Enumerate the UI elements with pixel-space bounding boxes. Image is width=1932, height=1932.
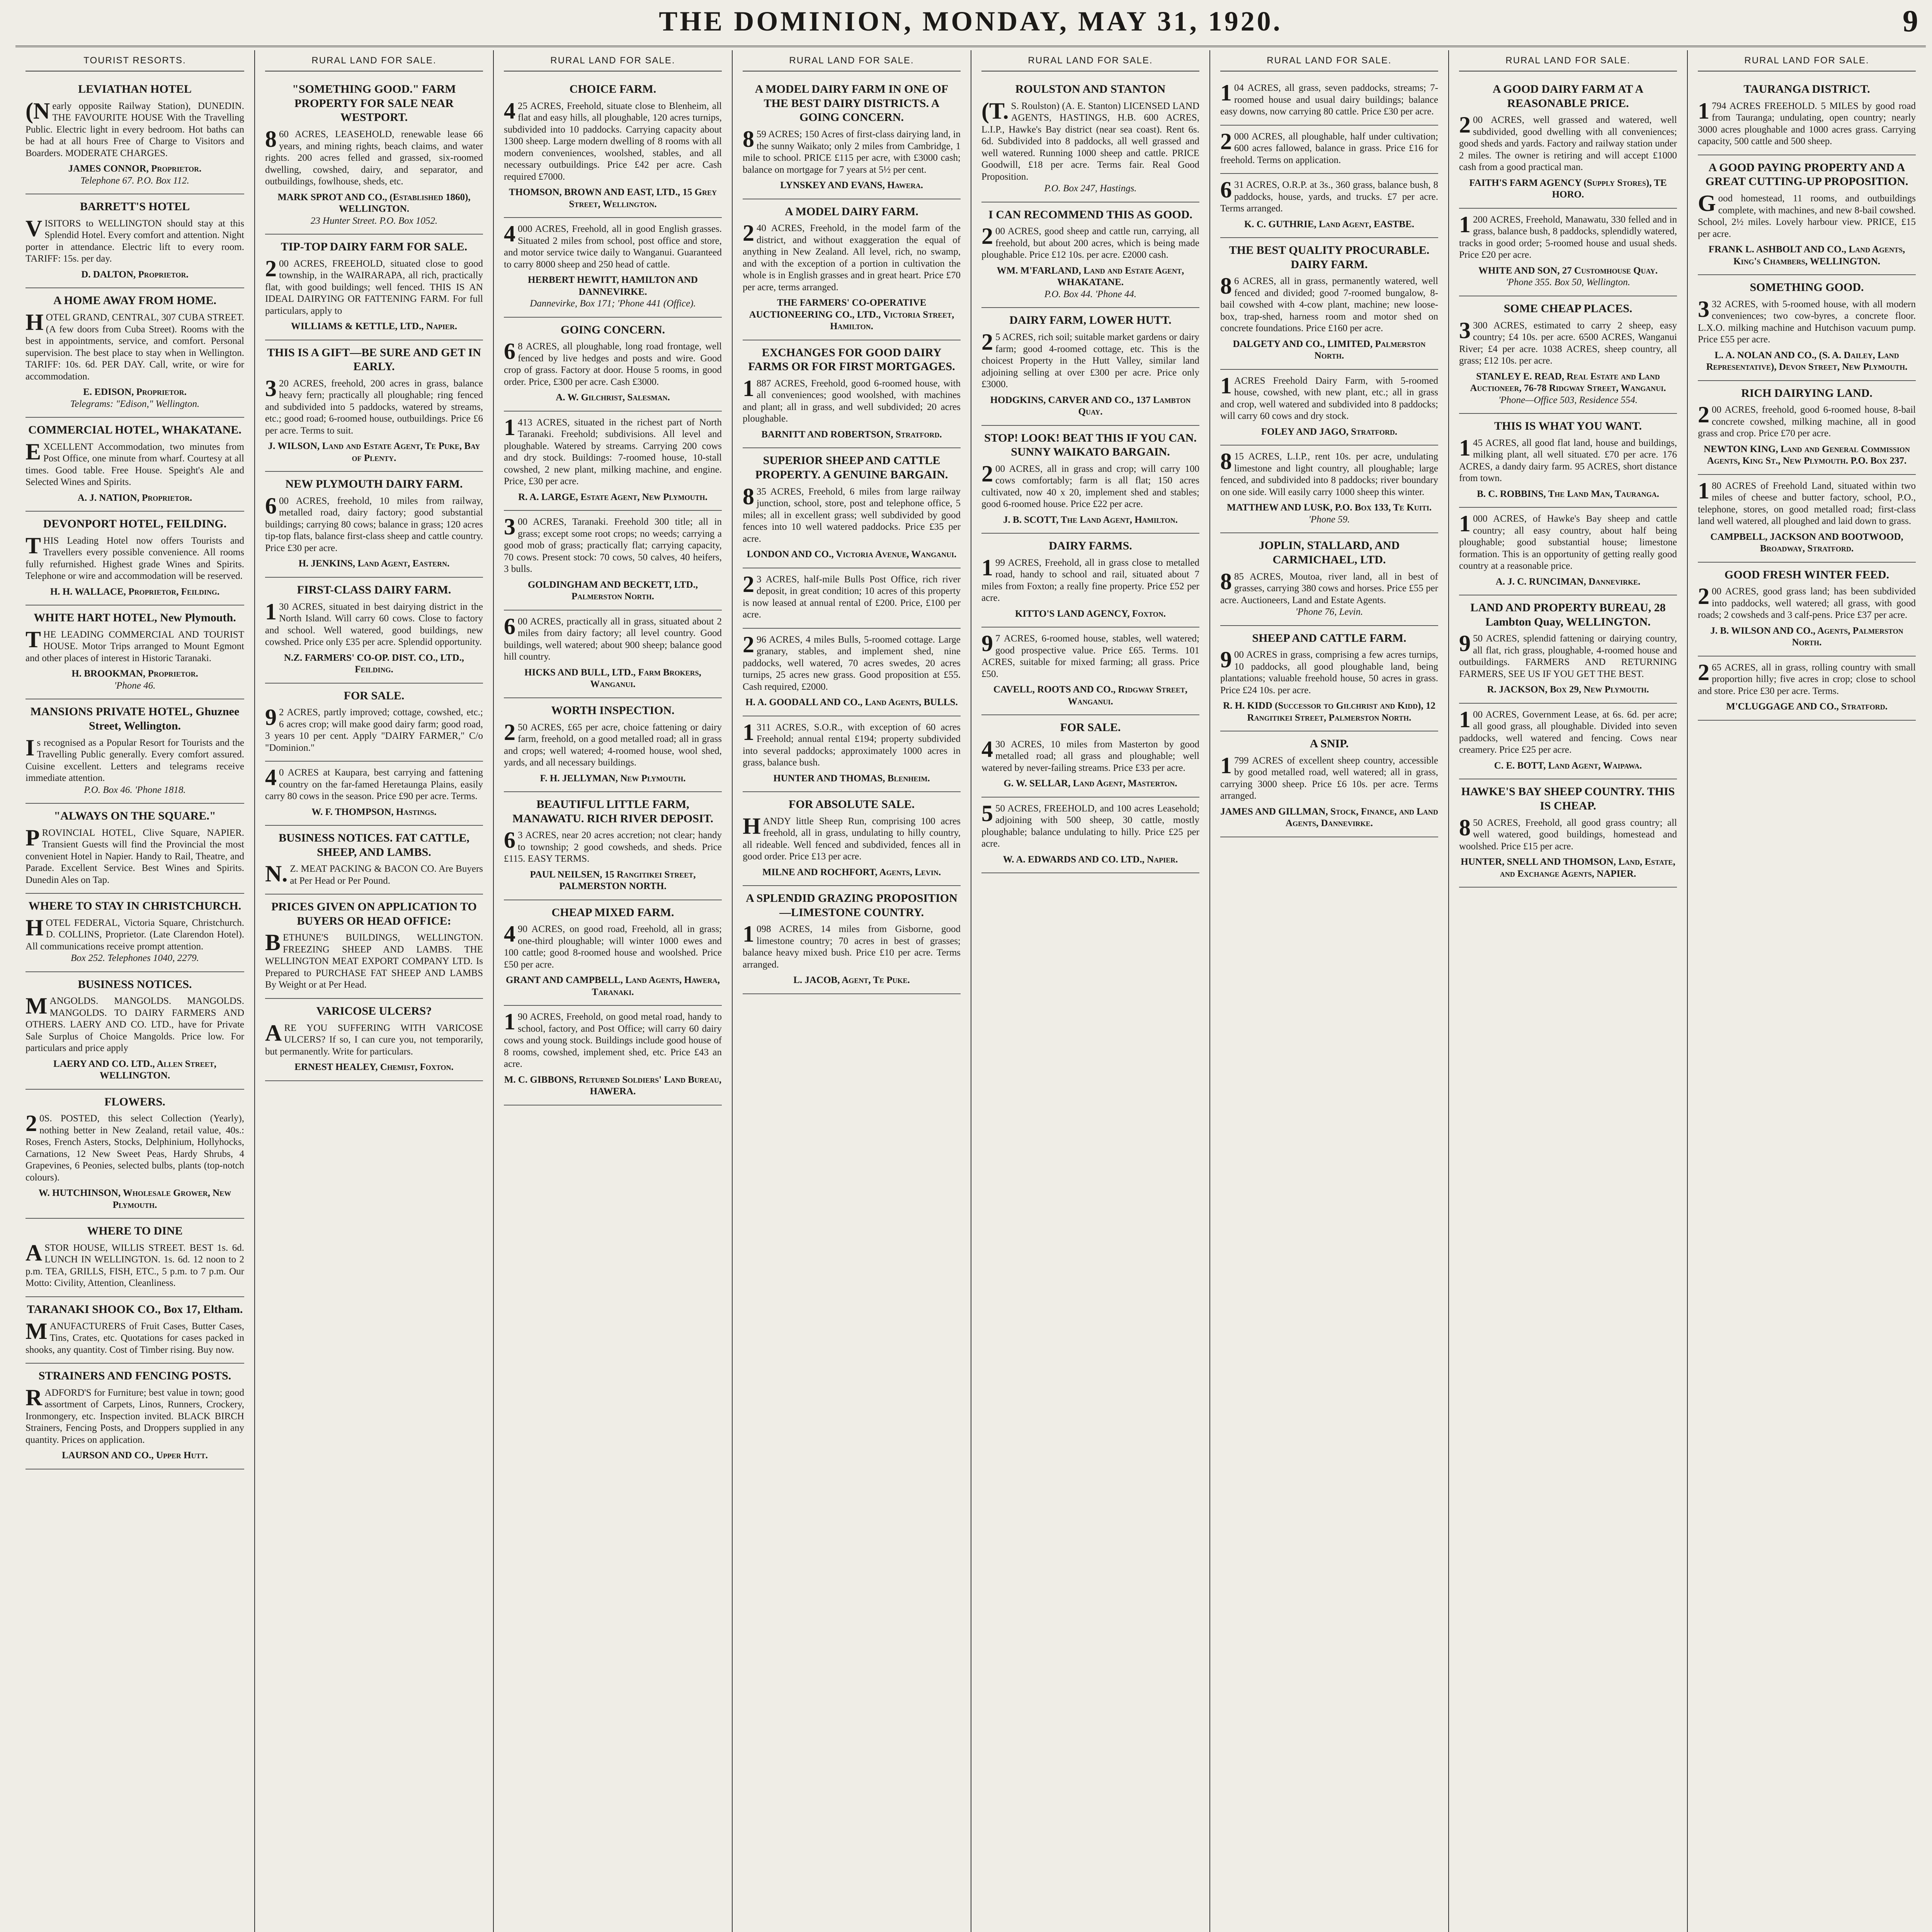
column-7 bbox=[1448, 50, 1687, 1932]
ad-title: A HOME AWAY FROM HOME. bbox=[53, 294, 216, 307]
advertisement bbox=[26, 804, 244, 894]
advertisement bbox=[1220, 446, 1438, 533]
ad-title: "SOMETHING GOOD." FARM PROPERTY FOR SALE NEAR WESTPORT. bbox=[292, 83, 456, 124]
ad-title: EXCHANGES FOR GOOD DAIRY FARMS OR FOR FIRST MORTGAGES. bbox=[748, 346, 955, 373]
advertisement bbox=[743, 77, 961, 199]
ad-body: 145 ACRES, all good flat land, house and buildings, milking plant, all well situated. £70 per acre. 176 ACRES, a dandy dairy farm. 95 ACRES, short distance from town. bbox=[1459, 435, 1677, 484]
ad-title: BEAUTIFUL LITTLE FARM, MANAWATU. RICH RIVER DEPOSIT. bbox=[512, 798, 713, 825]
ad-signature: FAITH'S FARM AGENCY (Supply Stores), TE HORO. bbox=[1469, 177, 1667, 200]
ad-body: 240 ACRES, Freehold, in the model farm of the district, and without exaggeration the equal of anything in New Zealand. All level, rich, no swamp, and with the exception of a portion in cultivation the whole is in English grasses and in great heart. Price £70 per acre, terms arranged. bbox=[743, 220, 961, 293]
ad-title: BUSINESS NOTICES. FAT CATTLE, SHEEP, AND LAMBS. bbox=[279, 832, 469, 859]
ad-title: A SPLENDID GRAZING PROPOSITION —LIMESTONE COUNTRY. bbox=[746, 892, 957, 919]
ad-title: CHEAP MIXED FARM. bbox=[551, 906, 674, 919]
advertisement bbox=[26, 288, 244, 418]
ad-signature: C. E. BOTT, Land Agent, Waipawa. bbox=[1494, 760, 1642, 771]
ad-body: HOTEL GRAND, CENTRAL, 307 CUBA STREET. (A few doors from Cuba Street). Rooms with the best in appointments, service, and comfort. Personal supervision. The best place to stay when in Wellington. TARIFF: 10s. 6d. PER DAY. Call, write, or wire for accommodation. bbox=[26, 310, 244, 382]
ad-subline: Dannevirke, Box 171; 'Phone 441 (Office). bbox=[530, 298, 696, 309]
ad-body: THIS Leading Hotel now offers Tourists and Travellers every possible convenience. All rooms fully refurnished. Highest grade Wines and Spirits. Telephone or wire and accommodation will be reserved. bbox=[26, 532, 244, 582]
advertisement bbox=[504, 318, 722, 412]
ad-body: VISITORS to WELLINGTON should stay at this Splendid Hotel. Every comfort and attention. Night porter in attendance. Electric lift to every room. TARIFF: 15s. per day. bbox=[26, 215, 244, 264]
ad-body: MANUFACTURERS of Fruit Cases, Butter Cases, Tins, Crates, etc. Quotations for cases packed in shooks, any quantity. Cost of Timber rising. Buy now. bbox=[26, 1318, 244, 1355]
advertisement bbox=[743, 340, 961, 449]
ad-signature: N.Z. FARMERS' CO-OP. DIST. CO., LTD., Feilding. bbox=[284, 652, 464, 675]
ad-body: 200 ACRES, FREEHOLD, situated close to good township, in the WAIRARAPA, all rich, practically flat, with good buildings; well fenced. THIS IS AN IDEAL DAIRYING OR FATTENING FARM. For full particulars, apply to bbox=[265, 255, 483, 316]
column-heading: RURAL LAND FOR SALE. bbox=[504, 50, 722, 71]
ad-subline: P.O. Box 46. 'Phone 1818. bbox=[84, 784, 186, 795]
advertisement bbox=[1459, 209, 1677, 296]
ad-subline: 'Phone 46. bbox=[114, 680, 156, 691]
column-3 bbox=[493, 50, 732, 1932]
ad-body: RADFORD'S for Furniture; best value in town; good assortment of Carpets, Linos, Runners, Crockery, Ironmongery, etc. Inspection invited. BLACK BIRCH Strainers, Fencing Posts, and Droppers supplied in any quantity. Prices on application. bbox=[26, 1384, 244, 1445]
ad-signature: MARK SPROT AND CO., (Established 1860), WELLINGTON. bbox=[277, 192, 471, 214]
ad-body: 190 ACRES, Freehold, on good metal road, handy to school, factory, and Post Office; will carry 60 dairy cows and young stock. Buildings include good house of 8 rooms, cowshed, implement shed, etc. Price £43 an acre. bbox=[504, 1009, 722, 1070]
ad-body: 1200 ACRES, Freehold, Manawatu, 330 felled and in grass, balance bush, 8 paddocks, splendidly watered, tracks in good order; 5-roomed house and usual sheds. Price £20 per acre. bbox=[1459, 211, 1677, 260]
advertisement bbox=[1220, 370, 1438, 446]
ad-title: FOR SALE. bbox=[344, 689, 405, 702]
ad-signature: BARNITT AND ROBERTSON, Stratford. bbox=[761, 429, 942, 440]
ad-signature: NEWTON KING, Land and General Commission Agents, King St., New Plymouth. P.O. Box 237. bbox=[1704, 444, 1910, 466]
ad-title: DAIRY FARMS. bbox=[1049, 539, 1132, 553]
ad-subline: P.O. Box 247, Hastings. bbox=[1044, 183, 1137, 194]
ad-body: N.Z. MEAT PACKING & BACON CO. Are Buyers at Per Head or Per Pound. bbox=[265, 861, 483, 887]
ad-body: 332 ACRES, with 5-roomed house, with all modern conveniences; two cow-byres, a concrete floor. L.X.O. milking machine and Hutchison vacuum pump. Price £55 per acre. bbox=[1698, 296, 1916, 345]
ad-signature: R. JACKSON, Box 29, New Plymouth. bbox=[1487, 684, 1649, 695]
ad-signature: PAUL NEILSEN, 15 Rangitikei Street, PALMERSTON NORTH. bbox=[530, 869, 696, 892]
columns bbox=[15, 50, 1926, 1932]
advertisement bbox=[981, 426, 1199, 534]
ad-title: A GOOD PAYING PROPERTY AND A GREAT CUTTING-UP PROPOSITION. bbox=[1705, 161, 1908, 188]
advertisement bbox=[1459, 508, 1677, 595]
ad-title: SHEEP AND CATTLE FARM. bbox=[1252, 631, 1406, 645]
ad-title: FIRST-CLASS DAIRY FARM. bbox=[297, 583, 451, 596]
ad-title: COMMERCIAL HOTEL, WHAKATANE. bbox=[28, 423, 242, 437]
ad-signature: THE FARMERS' CO-OPERATIVE AUCTIONEERING CO., LTD., Victoria Street, Hamilton. bbox=[749, 298, 954, 332]
ad-body: 23 ACRES, half-mile Bulls Post Office, rich river deposit, in great condition; 10 acres of this property is now leased at annual rental of £200. Price, £100 per acre. bbox=[743, 571, 961, 620]
ad-signature: R. H. KIDD (Successor to Gilchrist and Kidd), 12 Rangitikei Street, Palmerston North. bbox=[1223, 701, 1435, 723]
ad-signature: W. A. EDWARDS AND CO. LTD., Napier. bbox=[1003, 854, 1178, 865]
ad-title: MANSIONS PRIVATE HOTEL, Ghuznee Street, Wellington. bbox=[30, 705, 240, 732]
ad-body: 97 ACRES, 6-roomed house, stables, well watered; good prospective value. Price £65. Terms. 101 ACRES, suitable for mixed farming; all grass. Price £50. bbox=[981, 631, 1199, 679]
ad-body: 63 ACRES, near 20 acres accretion; not clear; handy to township; 2 good cowsheds, and sheds. Price £115. EASY TERMS. bbox=[504, 827, 722, 864]
column-heading: TOURIST RESORTS. bbox=[26, 50, 244, 71]
ad-title: WHITE HART HOTEL, New Plymouth. bbox=[34, 611, 236, 624]
ad-title: A MODEL DAIRY FARM IN ONE OF THE BEST DAIRY DISTRICTS. A GOING CONCERN. bbox=[755, 83, 949, 124]
ad-signature: FRANK L. ASHBOLT AND CO., Land Agents, King's Chambers, WELLINGTON. bbox=[1708, 244, 1905, 267]
ad-body: 200 ACRES, all in grass and crop; will carry 100 cows comfortably; farm is all flat; 150 acres cultivated, now 40 x 20, implement shed and stables; good 6-roomed house. Price £22 per acre. bbox=[981, 461, 1199, 510]
column-heading: RURAL LAND FOR SALE. bbox=[743, 50, 961, 71]
ad-title: TAURANGA DISTRICT. bbox=[1743, 83, 1870, 96]
ad-subline: 'Phone 59. bbox=[1308, 514, 1350, 525]
ad-signature: GRANT AND CAMPBELL, Land Agents, Hawera, Taranaki. bbox=[505, 975, 720, 997]
column-heading: RURAL LAND FOR SALE. bbox=[1698, 50, 1916, 71]
ad-signature: CAVELL, ROOTS AND CO., Ridgway Street, Wanganui. bbox=[993, 684, 1188, 707]
column-heading: RURAL LAND FOR SALE. bbox=[1459, 50, 1677, 71]
advertisement bbox=[265, 826, 483, 895]
ad-title: TARANAKI SHOOK CO., Box 17, Eltham. bbox=[27, 1303, 243, 1316]
ad-signature: J. WILSON, Land and Estate Agent, Te Puke, Bay of Plenty. bbox=[268, 441, 480, 463]
advertisement bbox=[26, 1297, 244, 1364]
ad-body: Good homestead, 11 rooms, and outbuildings complete, with machines, and new 8-bail cowshed. School, 2½ miles. Lovely harbour view. PRICE, £15 per acre. bbox=[1698, 190, 1916, 239]
ad-subline: Telegrams: "Edison," Wellington. bbox=[70, 398, 200, 409]
ad-body: BETHUNE'S BUILDINGS, WELLINGTON. FREEZING SHEEP AND LAMBS. THE WELLINGTON MEAT EXPORT COMPANY LTD. Is Prepared to PURCHASE FAT SHEEP AND LAMBS By Weight or at Per Head. bbox=[265, 930, 483, 990]
ad-body: 1413 ACRES, situated in the richest part of North Taranaki. Freehold; subdivisions. All level and ploughable. Watered by streams. Carrying 200 cows and dry stock. Buildings: 7-roomed house, 10-stall cowshed, 2 new plant, milking machine, and engine. Price, £30 per acre. bbox=[504, 414, 722, 487]
ad-title: GOING CONCERN. bbox=[560, 323, 665, 336]
ad-title: THE BEST QUALITY PROCURABLE. DAIRY FARM. bbox=[1229, 244, 1430, 271]
advertisement bbox=[1698, 77, 1916, 155]
ad-title: RICH DAIRYING LAND. bbox=[1741, 386, 1872, 400]
ad-body: 1311 ACRES, S.O.R., with exception of 60 acres Freehold; annual rental £194; property subdivided into several paddocks; approximately 1000 acres in grass, balance bush. bbox=[743, 719, 961, 768]
ad-signature: DALGETY AND CO., LIMITED, Palmerston North. bbox=[1233, 338, 1426, 361]
ad-signature: HICKS AND BULL, LTD., Farm Brokers, Wanganui. bbox=[524, 667, 701, 690]
ad-title: THIS IS A GIFT—BE SURE AND GET IN EARLY. bbox=[267, 346, 481, 373]
ad-body: 600 ACRES, freehold, 10 miles from railway, metalled road, dairy factory; good substantial buildings; carrying 80 cows; balance in grass; 120 acres tip-top flats, balance first-class sheep and cattle country. Price £30 per acre. bbox=[265, 493, 483, 553]
ad-title: STOP! LOOK! BEAT THIS IF YOU CAN. SUNNY WAIKATO BARGAIN. bbox=[984, 431, 1197, 459]
ad-body: 1098 ACRES, 14 miles from Gisborne, good limestone country; 70 acres in best of grasses; balance heavy mixed bush. Price £10 per acre. Terms arranged. bbox=[743, 921, 961, 970]
ad-signature: STANLEY E. READ, Real Estate and Land Auctioneer, 76-78 Ridgway Street, Wanganui. bbox=[1470, 371, 1666, 394]
ad-title: VARICOSE ULCERS? bbox=[316, 1004, 432, 1017]
advertisement bbox=[743, 199, 961, 340]
ad-signature: M. C. GIBBONS, Returned Soldiers' Land Bureau, HAWERA. bbox=[504, 1074, 722, 1097]
column-1 bbox=[15, 50, 254, 1932]
masthead bbox=[15, 0, 1926, 43]
ad-body: 1000 ACRES, of Hawke's Bay sheep and cattle country; all easy country, about half being ploughable; good substantial house; limestone formation. This is an opportunity of getting really good country at a reasonable price. bbox=[1459, 511, 1677, 571]
ad-body: 1ACRES Freehold Dairy Farm, with 5-roomed house, cowshed, with new plant, etc.; all in grass and crop, well watered and subdivided into 8 paddocks; will carry 60 cows and dry stock. bbox=[1220, 372, 1438, 422]
column-heading: RURAL LAND FOR SALE. bbox=[1220, 50, 1438, 71]
ad-body: 859 ACRES; 150 Acres of first-class dairying land, in the sunny Waikato; only 2 miles from Cambridge, 1 mile to school. PRICE £115 per acre, with £3000 cash; balance on mortgage for 7 years at 5½ per cent. bbox=[743, 126, 961, 175]
ad-title: SOMETHING GOOD. bbox=[1750, 281, 1864, 294]
ad-signature: H. A. GOODALL AND CO., Land Agents, BULLS. bbox=[745, 697, 958, 708]
ad-body: MANGOLDS. MANGOLDS. MANGOLDS. MANGOLDS. TO DAIRY FARMERS AND OTHERS. LAERY AND CO. LTD., have for Private Sale Surplus of Choice Mangolds. Price low. For particulars and price apply bbox=[26, 993, 244, 1054]
advertisement bbox=[981, 534, 1199, 628]
advertisement bbox=[1459, 595, 1677, 704]
ad-title: SUPERIOR SHEEP AND CATTLE PROPERTY. A GENUINE BARGAIN. bbox=[755, 454, 948, 481]
ad-title: WHERE TO STAY IN CHRISTCHURCH. bbox=[28, 900, 242, 913]
advertisement bbox=[743, 629, 961, 716]
page-number: 9 bbox=[1903, 4, 1918, 38]
ad-signature: B. C. ROBBINS, The Land Man, Tauranga. bbox=[1477, 488, 1659, 499]
advertisement bbox=[26, 418, 244, 512]
advertisement bbox=[265, 235, 483, 340]
ad-signature: D. DALTON, Proprietor. bbox=[81, 269, 189, 280]
ad-body: 130 ACRES, situated in best dairying district in the North Island. Will carry 60 cows. Close to factory and school. Well watered, good buildings, new cowshed. Price only £35 per acre. Splendid opportunity. bbox=[265, 599, 483, 648]
advertisement bbox=[1459, 296, 1677, 414]
ad-title: PRICES GIVEN ON APPLICATION TO BUYERS OR HEAD OFFICE: bbox=[271, 900, 477, 927]
advertisement bbox=[1220, 731, 1438, 837]
advertisement bbox=[1698, 275, 1916, 381]
column-2 bbox=[254, 50, 493, 1932]
advertisement bbox=[26, 972, 244, 1090]
advertisement bbox=[981, 715, 1199, 798]
ad-signature: CAMPBELL, JACKSON AND BOOTWOOD, Broadway, Stratford. bbox=[1710, 531, 1903, 554]
advertisement bbox=[265, 762, 483, 826]
ad-body: Is recognised as a Popular Resort for Tourists and the Travelling Public generally. Every comfort assured. Cuisine excellent. Letters and telegrams receive immediate attention. bbox=[26, 735, 244, 784]
ad-body: 2000 ACRES, all ploughable, half under cultivation; 600 acres fallowed, balance in grass. Price £16 for freehold. Terms on application. bbox=[1220, 128, 1438, 165]
advertisement bbox=[265, 77, 483, 235]
ad-body: (T.S. Roulston) (A. E. Stanton) LICENSED LAND AGENTS, HASTINGS, H.B. 600 ACRES, L.I.P., Hawke's Bay district (near sea coast). Rent 6s. 6d. Subdivided into 8 paddocks, all well grassed and well watered. Running 1000 sheep and cattle. PRICE Goodwill, £18 per acre. Terms fair. Real Good Proposition. bbox=[981, 98, 1199, 182]
ad-signature: LAERY AND CO. LTD., Allen Street, WELLINGTON. bbox=[53, 1058, 216, 1081]
advertisement bbox=[26, 512, 244, 605]
ad-signature: K. C. GUTHRIE, Land Agent, EASTBE. bbox=[1244, 219, 1415, 230]
ad-signature: F. H. JELLYMAN, New Plymouth. bbox=[540, 773, 686, 784]
advertisement bbox=[504, 412, 722, 511]
ad-signature: WILLIAMS & KETTLE, LTD., Napier. bbox=[291, 321, 457, 332]
ad-body: PROVINCIAL HOTEL, Clive Square, NAPIER. Transient Guests will find the Provincial the most convenient Hotel in Napier. Handy to Rail, Theatre, and Parade. Excellent Service. Best Wines and Spirits. Dunedin Ales on Tap. bbox=[26, 825, 244, 885]
ad-body: 3300 ACRES, estimated to carry 2 sheep, easy country; £4 10s. per acre. 6500 ACRES, Wanganui River; £4 per acre. 1038 ACRES, sheep country, all grass; £12 10s. per acre. bbox=[1459, 317, 1677, 366]
advertisement bbox=[265, 684, 483, 762]
advertisement bbox=[504, 511, 722, 611]
ad-signature: GOLDINGHAM AND BECKETT, LTD., Palmerston North. bbox=[527, 579, 698, 602]
ad-body: 199 ACRES, Freehold, all in grass close to metalled road, handy to school and rail, situated about 7 miles from Foxton; a really fine property. Price £52 per acre. bbox=[981, 554, 1199, 604]
ad-signature: W. HUTCHINSON, Wholesale Grower, New Plymouth. bbox=[38, 1188, 231, 1210]
ad-body: 1887 ACRES, Freehold, good 6-roomed house, with all conveniences; good woolshed, with machines and plant; all in grass, and well subdivided; 20 acres ploughable. bbox=[743, 375, 961, 424]
ad-title: WHERE TO DINE bbox=[87, 1225, 183, 1238]
ad-signature: HERBERT HEWITT, HAMILTON AND DANNEVIRKE. bbox=[528, 275, 698, 297]
ad-body: HOTEL FEDERAL, Victoria Square, Christchurch. D. COLLINS, Proprietor. (Late Clarendon Hotel). All communications receive prompt attention. bbox=[26, 915, 244, 952]
ad-body: 850 ACRES, Freehold, all good grass country; all well watered, good buildings, homestead and woolshed. Price £15 per acre. bbox=[1459, 815, 1677, 852]
advertisement bbox=[1220, 533, 1438, 626]
advertisement bbox=[1220, 174, 1438, 238]
advertisement bbox=[26, 894, 244, 972]
ad-signature: LONDON AND CO., Victoria Avenue, Wanganui. bbox=[747, 549, 957, 560]
ad-subline: 'Phone 76, Levin. bbox=[1295, 607, 1363, 617]
advertisement bbox=[743, 886, 961, 994]
column-5 bbox=[971, 50, 1209, 1932]
advertisement bbox=[265, 999, 483, 1081]
advertisement bbox=[265, 472, 483, 578]
advertisement bbox=[1459, 704, 1677, 780]
ad-subline: 'Phone—Office 503, Residence 554. bbox=[1498, 395, 1638, 405]
ad-signature: WHITE AND SON, 27 Customhouse Quay. bbox=[1478, 265, 1658, 276]
ad-title: GOOD FRESH WINTER FEED. bbox=[1724, 568, 1889, 581]
ad-title: I CAN RECOMMEND THIS AS GOOD. bbox=[988, 208, 1192, 221]
ad-body: 180 ACRES of Freehold Land, situated within two miles of cheese and butter factory, school, P.O., telephone, stores, on good metalled road; first-class land well watered, all ploughed and laid down to grass. bbox=[1698, 478, 1916, 527]
ad-title: THIS IS WHAT YOU WANT. bbox=[1494, 420, 1642, 433]
ad-body: EXCELLENT Accommodation, two minutes from Post Office, one minute from wharf. Courtesy at all times. Good table. Free House. Speight's Ale and Selected Wines and Spirits. bbox=[26, 439, 244, 488]
advertisement bbox=[1459, 77, 1677, 209]
ad-title: TIP-TOP DAIRY FARM FOR SALE. bbox=[281, 240, 468, 253]
ad-body: 296 ACRES, 4 miles Bulls, 5-roomed cottage. Large granary, stables, and implement shed, nine paddocks, well watered, 70 acres swedes, 20 acres turnips, 25 acres new grass. Good proposition at £55. Cash required, £2000. bbox=[743, 631, 961, 692]
ad-body: 100 ACRES, Government Lease, at 6s. 6d. per acre; all good grass, all ploughable. Divided into seven paddocks, well watered and fencing. Cows near creamery. Price £25 per acre. bbox=[1459, 706, 1677, 755]
ad-title: ROULSTON AND STANTON bbox=[1015, 83, 1166, 96]
ad-signature: L. JACOB, Agent, Te Puke. bbox=[793, 975, 910, 986]
ad-body: 104 ACRES, all grass, seven paddocks, streams; 7-roomed house and usual dairy buildings; balance easy downs, now carrying 80 cattle. Price £30 per acre. bbox=[1220, 80, 1438, 117]
advertisement bbox=[743, 448, 961, 568]
advertisement bbox=[1220, 626, 1438, 732]
column-8 bbox=[1687, 50, 1926, 1932]
advertisement bbox=[1220, 77, 1438, 126]
ad-title: FOR SALE. bbox=[1060, 721, 1121, 734]
advertisement bbox=[981, 798, 1199, 874]
ad-body: 86 ACRES, all in grass, permanently watered, well fenced and divided; good 7-roomed bungalow, 8-bail cowshed with 4-cow plant, machine; new loose-box, trap-shed, harness room and motor shed on concrete foundations. Price £160 per acre. bbox=[1220, 273, 1438, 334]
ad-signature: H. BROOKMAN, Proprietor. bbox=[71, 668, 198, 679]
advertisement bbox=[504, 1006, 722, 1105]
ad-subline: P.O. Box 44. 'Phone 44. bbox=[1044, 289, 1137, 299]
ad-title: A MODEL DAIRY FARM. bbox=[785, 205, 918, 218]
ad-signature: MILNE AND ROCHFORT, Agents, Levin. bbox=[762, 867, 941, 878]
advertisement bbox=[981, 308, 1199, 425]
advertisement bbox=[1698, 656, 1916, 721]
ad-body: 631 ACRES, O.R.P. at 3s., 360 grass, balance bush, 8 paddocks, house, yards, and trucks. £7 per acre. Terms arranged. bbox=[1220, 177, 1438, 214]
ad-body: ASTOR HOUSE, WILLIS STREET. BEST 1s. 6d. LUNCH IN WELLINGTON. 1s. 6d. 12 noon to 2 p.m. TEA, GRILLS, FISH, ETC., 5 p.m. to 7 p.m. Our Motto: Civility, Attention, Cleanliness. bbox=[26, 1240, 244, 1289]
ad-signature: THOMSON, BROWN AND EAST, LTD., 15 Grey Street, Wellington. bbox=[509, 187, 717, 209]
advertisement bbox=[1698, 155, 1916, 275]
ad-signature: M'CLUGGAGE AND CO., Stratford. bbox=[1726, 701, 1888, 712]
advertisement bbox=[981, 202, 1199, 308]
ad-signature: MATTHEW AND LUSK, P.O. Box 133, Te Kuiti. bbox=[1227, 502, 1432, 513]
ad-body: 200 ACRES, good sheep and cattle run, carrying, all freehold, but about 200 acres, which is being made ploughable. Price £12 10s. per acre. £2000 cash. bbox=[981, 223, 1199, 260]
ad-body: 68 ACRES, all ploughable, long road frontage, well fenced by live hedges and posts and wire. Good crop of grass. Factory at door. House 5 rooms, in good order. Price, £300 per acre. Cash £3000. bbox=[504, 338, 722, 387]
advertisement bbox=[1220, 126, 1438, 174]
ad-body: 40 ACRES at Kaupara, best carrying and fattening country on the far-famed Heretaunga Plains, easily carry 80 cows in the season. Price £90 per acre. Terms. bbox=[265, 765, 483, 802]
ad-body: 265 ACRES, all in grass, rolling country with small proportion hilly; five acres in crop; close to school and store. Price £30 per acre. Terms. bbox=[1698, 659, 1916, 696]
ad-body: 600 ACRES, practically all in grass, situated about 2 miles from dairy factory; all level country. Good buildings, well watered; about 900 sheep; balance good hill country. bbox=[504, 613, 722, 662]
advertisement bbox=[504, 698, 722, 792]
ad-body: 425 ACRES, Freehold, situate close to Blenheim, all flat and easy hills, all ploughable, 120 acres turnips, subdivided into 10 paddocks. Carrying capacity about 1300 sheep. Large modern dwelling of 8 rooms with all modern conveniences, woolshed, stables, and all necessary outbuildings. Price £42 per acre. Cash required £7000. bbox=[504, 98, 722, 182]
advertisement bbox=[981, 628, 1199, 715]
ad-body: 4000 ACRES, Freehold, all in good English grasses. Situated 2 miles from school, post office and store, and motor service twice daily to Wanganui. Guaranteed to carry 8000 sheep and 250 head of cattle. bbox=[504, 221, 722, 270]
ad-signature: WM. M'FARLAND, Land and Estate Agent, WHAKATANE. bbox=[997, 265, 1184, 288]
ad-title: BUSINESS NOTICES. bbox=[78, 978, 192, 991]
ad-title: FLOWERS. bbox=[104, 1095, 165, 1108]
ad-signature: A. W. Gilchrist, Salesman. bbox=[556, 392, 670, 403]
ad-body: 835 ACRES, Freehold, 6 miles from large railway junction, school, store, post and telephone office, 5 miles; all in excellent grass; well subdivided by good fences into 10 well watered paddocks. Price £35 per acre. bbox=[743, 483, 961, 544]
ad-body: 815 ACRES, L.I.P., rent 10s. per acre, undulating limestone and light country, all ploughable; large fenced, and subdivided into 8 paddocks; river boundary on one side. Will easily carry 1000 sheep this winter. bbox=[1220, 449, 1438, 497]
ad-body: 200 ACRES, freehold, good 6-roomed house, 8-bail concrete cowshed, milking machine, all in good grass and crop. Price £70 per acre. bbox=[1698, 402, 1916, 439]
ad-title: BARRETT'S HOTEL bbox=[80, 200, 190, 213]
ad-title: FOR ABSOLUTE SALE. bbox=[789, 798, 915, 811]
ad-signature: JAMES CONNOR, Proprietor. bbox=[68, 163, 202, 174]
page-title: THE DOMINION, MONDAY, MAY 31, 1920. bbox=[659, 5, 1282, 37]
advertisement bbox=[1698, 381, 1916, 475]
ad-body: (Nearly opposite Railway Station), DUNEDIN. THE FAVOURITE HOUSE With the Travelling Public. Electric light in every bedroom. Hot baths can be had at all hours Free of Charge to Visitors and Boarders. MODERATE CHARGES. bbox=[26, 98, 244, 158]
ad-signature: JAMES AND GILLMAN, Stock, Finance, and Land Agents, Dannevirke. bbox=[1220, 806, 1438, 829]
ad-signature: L. A. NOLAN AND CO., (S. A. Dailey, Land Representative), Devon Street, New Plymouth. bbox=[1706, 350, 1908, 372]
ad-signature: HUNTER AND THOMAS, Blenheim. bbox=[773, 773, 930, 784]
ad-body: 950 ACRES, splendid fattening or dairying country, all flat, rich grass, ploughable, 4-roomed house and outbuildings. FARMERS AND RETURNING FARMERS, SEE US IF YOU GET THE BEST. bbox=[1459, 631, 1677, 679]
advertisement bbox=[981, 77, 1199, 202]
advertisement bbox=[1698, 563, 1916, 656]
ad-signature: A. J. C. RUNCIMAN, Dannevirke. bbox=[1495, 576, 1641, 587]
ad-subline: Telephone 67. P.O. Box 112. bbox=[80, 175, 189, 186]
ad-title: "ALWAYS ON THE SQUARE." bbox=[54, 810, 216, 823]
ad-body: ARE YOU SUFFERING WITH VARICOSE ULCERS? If so, I can cure you, not temporarily, but permanently. Write for particulars. bbox=[265, 1020, 483, 1057]
column-4 bbox=[732, 50, 971, 1932]
advertisement bbox=[26, 1364, 244, 1469]
ad-signature: W. F. THOMPSON, Hastings. bbox=[311, 806, 437, 817]
advertisement bbox=[1698, 475, 1916, 563]
advertisement bbox=[265, 895, 483, 999]
ad-signature: KITTO'S LAND AGENCY, Foxton. bbox=[1015, 608, 1166, 619]
ad-body: 25 ACRES, rich soil; suitable market gardens or dairy farm; good 4-roomed cottage, etc. This is the choicest Property in the Hutt Valley, similar land adjoining selling at over £300 per acre. Price only £3000. bbox=[981, 329, 1199, 390]
advertisement bbox=[26, 605, 244, 699]
ad-title: A GOOD DAIRY FARM AT A REASONABLE PRICE. bbox=[1492, 83, 1644, 110]
ad-title: SOME CHEAP PLACES. bbox=[1503, 302, 1633, 315]
ad-subline: Box 252. Telephones 1040, 2279. bbox=[71, 953, 199, 964]
column-heading: RURAL LAND FOR SALE. bbox=[265, 50, 483, 71]
advertisement bbox=[26, 1090, 244, 1219]
advertisement bbox=[504, 792, 722, 900]
column-heading: RURAL LAND FOR SALE. bbox=[981, 50, 1199, 71]
advertisement bbox=[504, 611, 722, 698]
ad-title: HAWKE'S BAY SHEEP COUNTRY. THIS IS CHEAP. bbox=[1461, 785, 1675, 812]
ad-signature: ERNEST HEALEY, Chemist, Foxton. bbox=[294, 1062, 454, 1073]
advertisement bbox=[743, 716, 961, 793]
ad-body: 20S. POSTED, this select Collection (Yearly), nothing better in New Zealand, retail value, 40s.: Roses, French Asters, Stocks, Delphinium, Hollyhocks, Carnations, 12 New Sweet Peas, Hardy Shrubs, 4 Grapevines, 6 Peonies, selected bulbs, plants (top-notch colours). bbox=[26, 1111, 244, 1183]
ad-body: 92 ACRES, partly improved; cottage, cowshed, etc.; 6 acres crop; will make good dairy farm; good road, 3 years 10 per cent. Apply "DAIRY FARMER," C/o "Dominion." bbox=[265, 704, 483, 753]
ad-signature: FOLEY AND JAGO, Stratford. bbox=[1261, 426, 1398, 437]
ad-body: THE LEADING COMMERCIAL AND TOURIST HOUSE. Motor Trips arranged to Mount Egmont and other places of interest in Historic Taranaki. bbox=[26, 626, 244, 663]
ad-title: JOPLIN, STALLARD, AND CARMICHAEL, LTD. bbox=[1259, 539, 1400, 566]
advertisement bbox=[743, 568, 961, 629]
ad-title: LEVIATHAN HOTEL bbox=[78, 83, 192, 96]
ad-body: 200 ACRES, well grassed and watered, well subdivided, good dwelling with all conveniences; good sheds and yards. Factory and railway station under 2 miles. The owner is retiring and will accept £1000 cash from a good practical man. bbox=[1459, 112, 1677, 173]
advertisement bbox=[1459, 414, 1677, 508]
advertisement bbox=[265, 578, 483, 684]
ad-signature: J. B. WILSON AND CO., Agents, Palmerston North. bbox=[1710, 625, 1903, 648]
advertisement bbox=[26, 194, 244, 288]
ad-signature: A. J. NATION, Proprietor. bbox=[77, 492, 192, 503]
ad-signature: G. W. SELLAR, Land Agent, Masterton. bbox=[1003, 778, 1177, 789]
advertisement bbox=[1220, 238, 1438, 370]
ad-signature: R. A. LARGE, Estate Agent, New Plymouth. bbox=[518, 492, 707, 502]
ad-signature: HODGKINS, CARVER AND CO., 137 Lambton Quay. bbox=[990, 395, 1191, 417]
ad-title: DEVONPORT HOTEL, FEILDING. bbox=[43, 517, 227, 531]
ad-signature: LAURSON AND CO., Upper Hutt. bbox=[62, 1450, 208, 1461]
masthead-rule bbox=[15, 46, 1926, 47]
ad-body: 430 ACRES, 10 miles from Masterton by good metalled road; all grass and ploughable; well watered by never-failing streams. Price £33 per acre. bbox=[981, 736, 1199, 773]
advertisement bbox=[743, 792, 961, 886]
ad-body: 1794 ACRES FREEHOLD. 5 MILES by good road from Tauranga; undulating, open country; nearly 3000 acres ploughable and 1000 acres grass. Carrying capacity, 500 cattle and 500 sheep. bbox=[1698, 98, 1916, 147]
ad-title: A SNIP. bbox=[1310, 737, 1349, 750]
advertisement bbox=[1459, 779, 1677, 888]
advertisement bbox=[504, 900, 722, 1006]
ad-title: DAIRY FARM, LOWER HUTT. bbox=[1009, 314, 1172, 327]
advertisement bbox=[504, 218, 722, 318]
ad-signature: J. B. SCOTT, The Land Agent, Hamilton. bbox=[1003, 514, 1178, 525]
ad-subline: 'Phone 355. Box 50, Wellington. bbox=[1506, 277, 1630, 288]
ad-title: STRAINERS AND FENCING POSTS. bbox=[38, 1369, 231, 1383]
ad-subline: 23 Hunter Street. P.O. Box 1052. bbox=[310, 215, 438, 226]
ad-body: HANDY little Sheep Run, comprising 100 acres freehold, all in grass, undulating to hilly country, all rideable. Well fenced and subdivided, fences all in good order. Price £13 per acre. bbox=[743, 813, 961, 862]
advertisement bbox=[26, 699, 244, 804]
ad-body: 300 ACRES, Taranaki. Freehold 300 title; all in grass; except some root crops; no weeds; carrying a good mob of grass; practically flat; carrying capacity, 70 cows. Present stock: 70 cows, 50 calves, 40 heifers, 3 bulls. bbox=[504, 514, 722, 575]
ad-title: CHOICE FARM. bbox=[569, 83, 656, 96]
ad-body: 860 ACRES, LEASEHOLD, renewable lease 66 years, and mining rights, beach claims, and water rights. 200 acres felled and grassed, six-roomed dwelling, cowshed, dairy, and separator, and outbuildings, fowlhouse, sheds, etc. bbox=[265, 126, 483, 187]
ad-signature: H. JENKINS, Land Agent, Eastern. bbox=[298, 558, 450, 569]
ad-body: 250 ACRES, £65 per acre, choice fattening or dairy farm, freehold, on a good metalled road; all in grass and crops; well watered; 4-roomed house, wool shed, yards, and all necessary buildings. bbox=[504, 719, 722, 768]
ad-title: LAND AND PROPERTY BUREAU, 28 Lambton Quay, WELLINGTON. bbox=[1470, 601, 1666, 628]
ad-body: 200 ACRES, good grass land; has been subdivided into paddocks, well watered; all grass, with good roads; 2 cowsheds and 3 calf-pens. Price £37 per acre. bbox=[1698, 583, 1916, 621]
ad-body: 885 ACRES, Moutoa, river land, all in best of grasses, carrying 380 cows and horses. Price £55 per acre. Auctioneers, Land and Estate Agents. bbox=[1220, 568, 1438, 605]
ad-title: WORTH INSPECTION. bbox=[551, 704, 675, 717]
advertisement bbox=[265, 340, 483, 472]
ad-body: 900 ACRES in grass, comprising a few acres turnips, 10 paddocks, all good ploughable land, being plantations; valuable freehold house, 50 acres in grass. Price £24 10s. per acre. bbox=[1220, 647, 1438, 696]
ad-body: 320 ACRES, freehold, 200 acres in grass, balance heavy fern; practically all ploughable; ring fenced and subdivided into 5 paddocks, watered by streams, etc.; good road; 6-roomed house, outbuildings. Price £6 per acre. Terms to suit. bbox=[265, 375, 483, 436]
ad-body: 1799 ACRES of excellent sheep country, accessible by good metalled road, well watered; all in grass, carrying 3000 sheep. Price £6 10s. per acre. Terms arranged. bbox=[1220, 752, 1438, 801]
advertisement bbox=[26, 1219, 244, 1297]
advertisement bbox=[504, 77, 722, 218]
ad-body: 550 ACRES, FREEHOLD, and 100 acres Leasehold; adjoining with 500 sheep, 30 cattle, mostly ploughable; balance undulating to hilly. Price £25 per acre. bbox=[981, 800, 1199, 849]
ad-signature: LYNSKEY AND EVANS, Hawera. bbox=[780, 180, 923, 191]
ad-title: NEW PLYMOUTH DAIRY FARM. bbox=[285, 478, 463, 491]
ad-signature: H. H. WALLACE, Proprietor, Feilding. bbox=[50, 586, 220, 597]
column-6 bbox=[1209, 50, 1448, 1932]
ad-body: 490 ACRES, on good road, Freehold, all in grass; one-third ploughable; will winter 1000 ewes and 100 cattle; good 8-roomed house and woolshed. Price £50 per acre. bbox=[504, 921, 722, 970]
ad-signature: E. EDISON, Proprietor. bbox=[83, 387, 187, 398]
advertisement bbox=[26, 77, 244, 194]
ad-signature: HUNTER, SNELL AND THOMSON, Land, Estate, and Exchange Agents, NAPIER. bbox=[1461, 857, 1675, 879]
